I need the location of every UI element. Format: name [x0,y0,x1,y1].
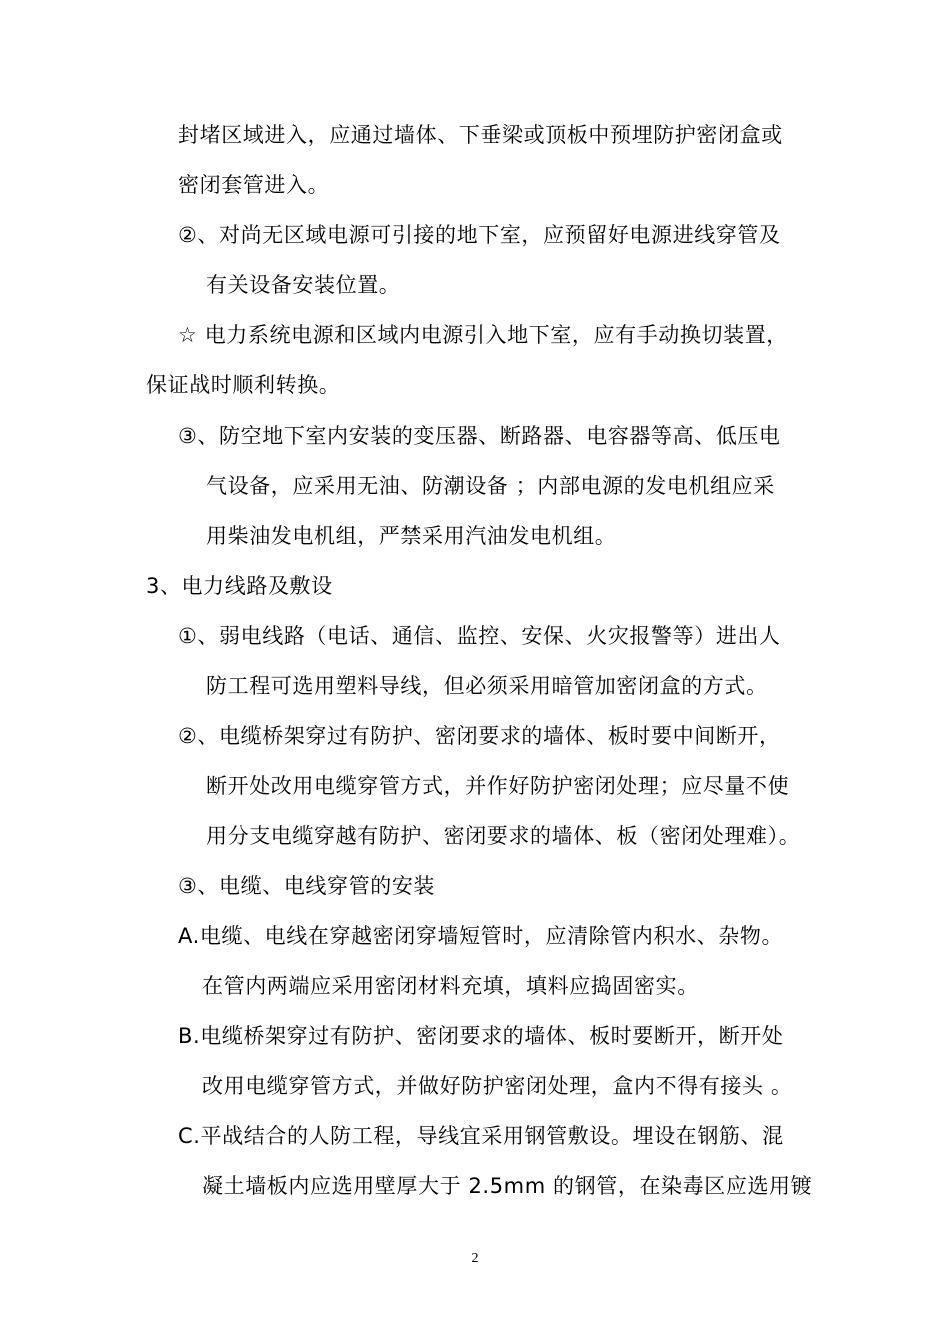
text-line-19: B.电缆桥架穿过有防护、密闭要求的墙体、板时要断开，断开处 [178,1024,784,1048]
text-line-7: ③、防空地下室内安装的变压器、断路器、电容器等高、低压电 [178,424,781,448]
text-line-16: ③、电缆、电线穿管的安装 [178,874,436,898]
text-line-3: ②、对尚无区域电源可引接的地下室，应预留好电源进线穿管及 [178,223,781,247]
text-line-18: 在管内两端应采用密闭材料充填，填料应捣固密实。 [202,974,699,998]
text-line-9: 用柴油发电机组，严禁采用汽油发电机组。 [206,524,617,548]
page-number: 2 [471,1251,479,1266]
text-line-21: C.平战结合的人防工程，导线宜采用钢管敷设。埋设在钢筋、混 [178,1124,784,1148]
text-line-17: A.电缆、电线在穿越密闭穿墙短管时，应清除管内积水、杂物。 [178,924,784,948]
text-line-2: 密闭套管进入。 [178,173,330,197]
text-line-1: 封堵区域进入，应通过墙体、下垂梁或顶板中预埋防护密闭盒或 [178,123,783,147]
text-line-10: 3、电力线路及敷设 [146,574,333,598]
text-line-14: 断开处改用电缆穿管方式，并作好防护密闭处理；应尽量不使 [206,774,790,798]
text-line-20: 改用电缆穿管方式，并做好防护密闭处理，盒内不得有接头 。 [202,1074,793,1098]
text-line-4: 有关设备安装位置。 [206,273,401,297]
text-line-11: ①、弱电线路（电话、通信、监控、安保、火灾报警等）进出人 [178,624,781,648]
text-line-22: 凝土墙板内应选用壁厚大于 2.5mm 的钢管，在染毒区应选用镀 [202,1174,813,1198]
text-line-13: ②、电缆桥架穿过有防护、密闭要求的墙体、板时要中间断开， [178,724,781,748]
text-line-12: 防工程可选用塑料导线，但必须采用暗管加密闭盒的方式。 [206,674,768,698]
text-line-6: 保证战时顺利转换。 [146,373,341,397]
text-line-8: 气设备，应采用无油、防潮设备 ；内部电源的发电机组应采 [206,474,775,498]
text-line-5: ☆ 电力系统电源和区域内电源引入地下室，应有手动换切装置， [178,323,788,347]
text-line-15: 用分支电缆穿越有防护、密闭要求的墙体、板（密闭处理难）。 [206,824,801,848]
